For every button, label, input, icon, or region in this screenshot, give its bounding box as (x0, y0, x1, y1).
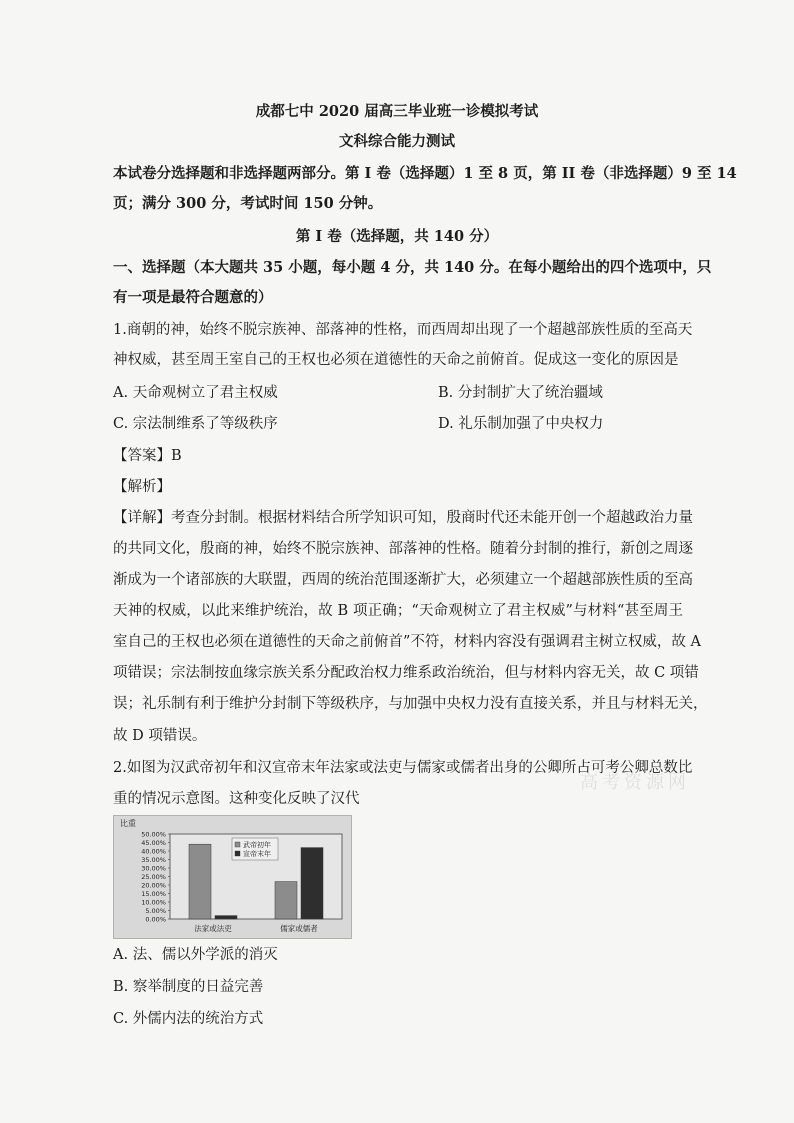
q2-option-c: C. 外儒内法的统治方式 (113, 1011, 264, 1027)
q2-stem-line-1: 2.如图为汉武帝初年和汉宣帝末年法家或法吏与儒家或儒者出身的公卿所占可考公卿总数比 (113, 760, 693, 776)
y-tick-label: 0.00% (145, 915, 166, 924)
legend-label: 宣帝末年 (243, 850, 271, 858)
q1-detail-line-3: 渐成为一个诸部族的大联盟，西周的统治范围逐渐扩大，必须建立一个超越部族性质的至高 (113, 572, 693, 588)
y-tick-label: 45.00% (141, 839, 166, 847)
q1-detail-line-6: 项错误；宗法制按血缘宗族关系分配政治权力维系政治统治，但与材料内容无关，故 C 项错 (113, 665, 699, 681)
q1-detail-line-7: 误；礼乐制有利于维护分封制下等级秩序，与加强中央权力没有直接关系，并且与材料无关， (113, 696, 708, 712)
y-axis-label: 比重 (120, 819, 136, 828)
exam-subtitle: 文科综合能力测试 (339, 133, 455, 150)
legend-swatch (235, 842, 240, 847)
q1-option-b: B. 分封制扩大了统治疆域 (438, 385, 603, 401)
y-tick-label: 20.00% (141, 881, 166, 890)
watermark: 高考资源网 (580, 772, 690, 793)
q1-analysis-label: 【解析】 (113, 479, 171, 495)
bar-chart-svg (114, 816, 351, 938)
q2-option-a: A. 法、儒以外学派的消灭 (113, 947, 278, 963)
q1-option-c: C. 宗法制维系了等级秩序 (113, 416, 278, 432)
y-tick-label: 30.00% (141, 864, 166, 873)
y-tick-label: 40.00% (141, 847, 166, 856)
bar (215, 916, 237, 919)
y-tick-label: 25.00% (141, 873, 166, 881)
section-title: 第 I 卷（选择题，共 140 分） (295, 228, 499, 245)
y-tick-label: 5.00% (145, 907, 166, 915)
q1-detail-line-5: 室自己的王权也必须在道德性的天命之前俯首”不符，材料内容没有强调君主树立权威，故 A (113, 634, 701, 650)
bar (301, 848, 323, 919)
y-tick-label: 10.00% (141, 898, 166, 907)
y-tick-label: 50.00% (141, 830, 166, 839)
x-category-label: 儒家或儒者 (280, 924, 318, 933)
y-tick-label: 35.00% (141, 856, 166, 864)
q1-stem-line-2: 神权威，甚至周王室自己的王权也必须在道德性的天命之前俯首。促成这一变化的原因是 (113, 352, 679, 368)
q2-stem-line-2: 重的情况示意图。这种变化反映了汉代 (113, 791, 360, 807)
section-instructions-line-2: 有一项是最符合题意的） (113, 289, 273, 306)
q1-option-d: D. 礼乐制加强了中央权力 (438, 416, 604, 432)
q1-option-a: A. 天命观树立了君主权威 (113, 385, 278, 401)
y-tick-label: 15.00% (141, 890, 166, 898)
section-instructions-line-1: 一、选择题（本大题共 35 小题，每小题 4 分，共 140 分。在每小题给出的四个选项中，只 (113, 259, 712, 276)
bar-chart (113, 815, 352, 939)
q1-detail-line-2: 的共同文化，殷商的神，始终不脱宗族神、部落神的性格。随着分封制的推行，新创之周逐 (113, 541, 693, 557)
q1-stem-line-1: 1.商朝的神，始终不脱宗族神、部落神的性格，而西周却出现了一个超越部族性质的至高天 (113, 322, 693, 338)
legend-swatch (235, 851, 240, 856)
intro-line-1: 本试卷分选择题和非选择题两部分。第 I 卷（选择题）1 至 8 页，第 II 卷（非选择题）9 至 14 (113, 165, 737, 182)
legend-label: 武帝初年 (243, 841, 271, 849)
exam-title: 成都七中 2020 届高三毕业班一诊模拟考试 (255, 103, 539, 120)
bar (275, 882, 297, 919)
q1-detail-line-8: 故 D 项错误。 (113, 728, 207, 744)
q2-option-b: B. 察举制度的日益完善 (113, 979, 264, 995)
q1-detail-line-1: 【详解】考查分封制。根据材料结合所学知识可知，殷商时代还未能开创一个超越政治力量 (113, 510, 693, 526)
q1-answer: 【答案】B (113, 448, 182, 464)
q1-detail-line-4: 天神的权威，以此来维护统治，故 B 项正确；“天命观树立了君主权威”与材料“甚至周王 (113, 603, 683, 619)
x-category-label: 法家或法吏 (194, 924, 232, 933)
intro-line-2: 页；满分 300 分，考试时间 150 分钟。 (113, 195, 383, 212)
bar (189, 844, 211, 919)
